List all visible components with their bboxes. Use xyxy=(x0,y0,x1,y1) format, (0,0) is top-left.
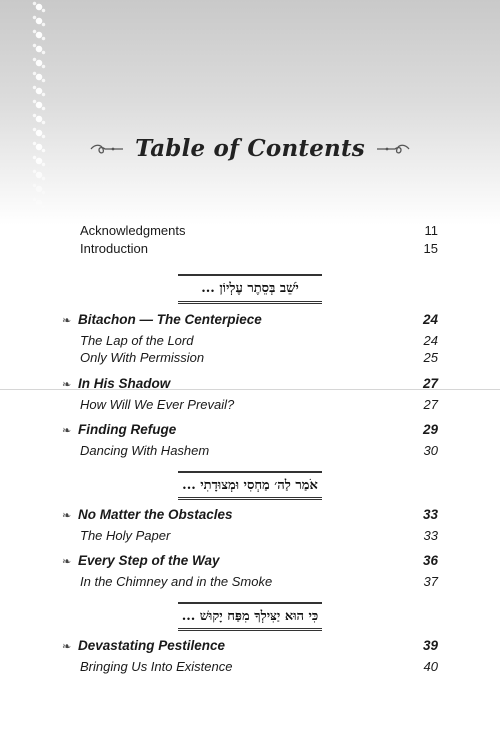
chapter-entry[interactable] xyxy=(62,376,438,391)
fleuron-icon: ❧ xyxy=(62,379,72,391)
section-rule-bottom xyxy=(178,628,322,631)
subsection-entry[interactable] xyxy=(80,443,438,458)
section-rule-top xyxy=(178,602,322,604)
fleuron-icon: ❧ xyxy=(62,641,72,653)
chapter-title: Every Step of the Way xyxy=(78,553,220,568)
section-heading-hebrew: אֹמַר לַה׳ מַחְסִי וּמְצוּדָתִי ... xyxy=(182,478,318,493)
entry-page: 27 xyxy=(423,397,438,412)
entry-label: The Lap of the Lord xyxy=(80,333,194,348)
entry-page: 40 xyxy=(423,659,438,674)
section-rule-bottom xyxy=(178,301,322,304)
entry-page: 25 xyxy=(423,350,438,365)
decorative-border-pattern xyxy=(30,0,48,225)
entry-page: 33 xyxy=(422,507,438,522)
entry-label: The Holy Paper xyxy=(80,528,171,543)
entry-page: 29 xyxy=(422,422,438,437)
entry-page: 30 xyxy=(423,443,438,458)
toc-entry-acknowledgments[interactable] xyxy=(80,223,438,238)
toc-entry-introduction[interactable] xyxy=(80,241,438,256)
section-rule-top xyxy=(178,274,322,276)
entry-page: 24 xyxy=(422,312,438,327)
entry-label: Introduction xyxy=(80,241,148,256)
entry-label: In the Chimney and in the Smoke xyxy=(80,574,273,589)
chapter-entry[interactable] xyxy=(62,638,438,653)
flourish-right-icon xyxy=(375,142,411,156)
entry-page: 27 xyxy=(422,376,438,391)
flourish-left-icon xyxy=(89,142,125,156)
fleuron-icon: ❧ xyxy=(62,510,72,522)
entry-page: 37 xyxy=(423,574,438,589)
section-heading-hebrew: יֹשֵׁב בְּסֵתֶר עֶלְיוֹן ... xyxy=(201,281,299,296)
subsection-entry[interactable] xyxy=(80,350,438,365)
subsection-entry[interactable] xyxy=(80,574,438,589)
chapter-entry[interactable] xyxy=(62,312,438,327)
section-rule-top xyxy=(178,471,322,473)
fleuron-icon: ❧ xyxy=(62,425,72,437)
chapter-title: No Matter the Obstacles xyxy=(78,507,233,522)
chapter-title: Finding Refuge xyxy=(78,422,177,437)
chapter-title: Devastating Pestilence xyxy=(78,638,226,653)
entry-label: Only With Permission xyxy=(80,350,205,365)
entry-label: Bringing Us Into Existence xyxy=(80,659,233,674)
chapter-title: Bitachon — The Centerpiece xyxy=(78,312,262,327)
section-rule-bottom xyxy=(178,497,322,500)
entry-page: 24 xyxy=(423,333,438,348)
chapter-entry[interactable] xyxy=(62,507,438,522)
chapter-entry[interactable] xyxy=(62,422,438,437)
entry-label: Acknowledgments xyxy=(80,223,186,238)
entry-page: 36 xyxy=(422,553,438,568)
chapter-entry[interactable] xyxy=(62,553,438,568)
entry-page: 39 xyxy=(422,638,438,653)
entry-page: 15 xyxy=(423,241,438,256)
entry-page: 11 xyxy=(424,223,438,238)
entry-label: How Will We Ever Prevail? xyxy=(80,397,235,412)
subsection-entry[interactable] xyxy=(80,397,438,412)
subsection-entry[interactable] xyxy=(80,333,438,348)
header-background xyxy=(0,0,500,225)
entry-page: 33 xyxy=(423,528,438,543)
title-banner xyxy=(0,135,500,162)
section-heading-hebrew: כִּי הוּא יַצִּילְךָ מִפַּח יָקוּשׁ ... xyxy=(181,609,319,624)
page-title: Table of Contents xyxy=(135,135,365,162)
subsection-entry[interactable] xyxy=(80,659,438,674)
chapter-title: In His Shadow xyxy=(78,376,171,391)
fleuron-icon: ❧ xyxy=(62,315,72,327)
fleuron-icon: ❧ xyxy=(62,556,72,568)
subsection-entry[interactable] xyxy=(80,528,438,543)
entry-label: Dancing With Hashem xyxy=(80,443,210,458)
